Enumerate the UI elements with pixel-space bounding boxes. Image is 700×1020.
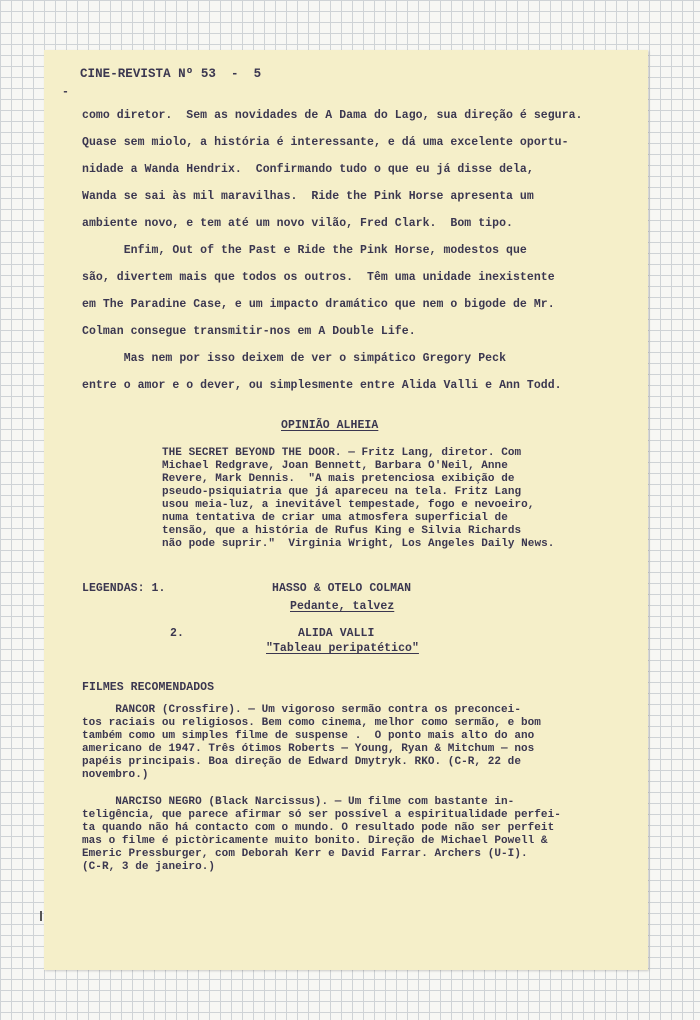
opinion-line: Revere, Mark Dennis. "A mais pretenciosa exibição de [162, 473, 515, 485]
body-line: como diretor. Sem as novidades de A Dama do Lago, sua direção é segura. [82, 109, 583, 122]
legend-name: HASSO & OTELO COLMAN [272, 582, 412, 595]
review-line: americano de 1947. Três ótimos Roberts — Young, Ryan & Mitchum — nos [82, 743, 535, 755]
review-line: Emeric Pressburger, com Deborah Kerr e David Farrar. Archers (U-I). [82, 848, 528, 860]
review-line: RANCOR (Crossfire). — Um vigoroso sermão contra os preconcei- [82, 704, 521, 716]
review-line: ta quando não há contacto com o mundo. O resultado pode não ser perfeit [82, 822, 555, 834]
review-line: mas o filme é pictòricamente muito bonito. Direção de Michael Powell & [82, 835, 548, 847]
body-line: Wanda se sai às mil maravilhas. Ride the Pink Horse apresenta um [82, 190, 534, 203]
body-line: Enfim, Out of the Past e Ride the Pink Horse, modestos que [82, 244, 527, 257]
legend-name: ALIDA VALLI [298, 627, 375, 640]
review-line: papéis principais. Boa direção de Edward Dmytryk. RKO. (C-R, 22 de [82, 756, 521, 768]
review-line: teligência, que parece afirmar só ser possível a espiritualidade perfei- [82, 809, 561, 821]
typewritten-page [44, 50, 648, 970]
body-line: nidade a Wanda Hendrix. Confirmando tudo o que eu já disse dela, [82, 163, 534, 176]
review-line: NARCISO NEGRO (Black Narcissus). — Um filme com bastante in- [82, 796, 515, 808]
opinion-line: usou meia-luz, a inevitável tempestade, fogo e nevoeiro, [162, 499, 535, 511]
body-line: são, divertem mais que todos os outros. Têm uma unidade inexistente [82, 271, 555, 284]
opinion-heading: OPINIÃO ALHEIA [281, 419, 379, 432]
body-line: ambiente novo, e tem até um novo vilão, Fred Clark. Bom tipo. [82, 217, 513, 230]
recommended-heading: FILMES RECOMENDADOS [82, 681, 215, 694]
page-header: CINE-REVISTA Nº 53 - 5 [80, 67, 262, 81]
review-line: também como um simples filme de suspense . O ponto mais alto do ano [82, 730, 535, 742]
legend-number: 2. [170, 627, 184, 640]
header-dash: - [62, 86, 69, 99]
body-line: Mas nem por isso deixem de ver o simpático Gregory Peck [82, 352, 507, 365]
legends-label: LEGENDAS: 1. [82, 582, 166, 595]
legend-caption: Pedante, talvez [290, 600, 395, 613]
body-line: Colman consegue transmitir-nos em A Double Life. [82, 325, 416, 338]
opinion-line: tensão, que a história de Rufus King e Silvia Richards [162, 525, 522, 537]
legend-caption: "Tableau peripatético" [266, 642, 419, 655]
opinion-line: pseudo-psiquiatria que já apareceu na tela. Fritz Lang [162, 486, 522, 498]
opinion-line: Michael Redgrave, Joan Bennett, Barbara O'Neil, Anne [162, 460, 508, 472]
body-line: Quase sem miolo, a história é interessante, e dá uma excelente oportu- [82, 136, 569, 149]
review-line: tos raciais ou religiosos. Bem como cinema, melhor como sermão, e bom [82, 717, 541, 729]
review-line: (C-R, 3 de janeiro.) [82, 861, 216, 873]
review-line: novembro.) [82, 769, 149, 781]
opinion-line: THE SECRET BEYOND THE DOOR. — Fritz Lang, diretor. Com [162, 447, 522, 459]
body-line: entre o amor e o dever, ou simplesmente entre Alida Valli e Ann Todd. [82, 379, 562, 392]
opinion-line: não pode suprir." Virginia Wright, Los Angeles Daily News. [162, 538, 555, 550]
opinion-line: numa tentativa de criar uma atmosfera superficial de [162, 512, 508, 524]
margin-tick [40, 911, 42, 921]
body-line: em The Paradine Case, e um impacto dramático que nem o bigode de Mr. [82, 298, 555, 311]
